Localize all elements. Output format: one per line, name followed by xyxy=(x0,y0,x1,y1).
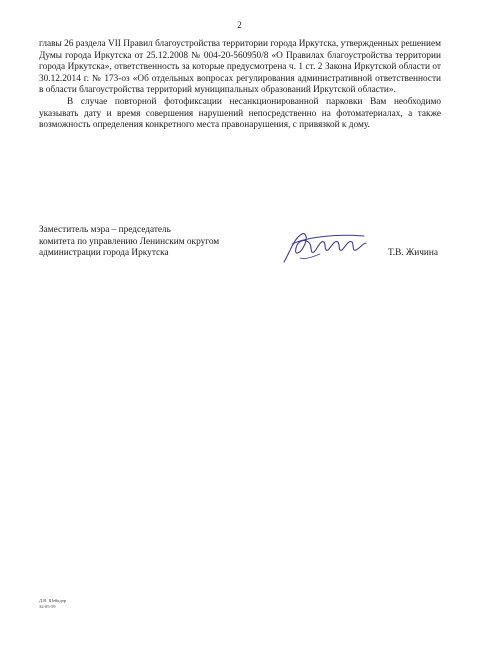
executor-footer xyxy=(39,598,66,609)
executor-name: Д.В. Шейкдер xyxy=(39,598,67,603)
page-number: 2 xyxy=(237,20,242,30)
signatory-name: Т.В. Жичина xyxy=(388,248,438,258)
signatory-title-line-2: комитета по управлению Ленинским округом xyxy=(39,236,220,247)
paragraph-2: В случае повторной фотофиксации несанкционированной парковки Вам необходимо указывать дату и время совершения нарушений непосредственно на фотоматериалах, а также возможность определения конкретного места правонарушения, с привязкой к дому. xyxy=(39,96,441,131)
paragraph-1: главы 26 раздела VII Правил благоустройства территории города Иркутска, утвержденных решением Думы города Иркутска от 25.12.2008 № 004-20-560950/8 «О Правилах благоустройства территории города Иркутска», ответственность за которые предусмотрена ч. 1 ст. 2 Закона Иркутской области от 30.12.2014 г. № 173-оз «Об отдельных вопросах регулирования административной ответственности в области благоустройства территорий муниципальных образований Иркутской области». xyxy=(39,39,441,96)
handwritten-signature xyxy=(280,226,368,268)
executor-phone: 32-05-59 xyxy=(39,603,56,609)
signatory-title xyxy=(39,225,219,260)
letter-body xyxy=(39,39,441,132)
signatory-title-line-3: администрации города Иркутска xyxy=(39,248,169,259)
signatory-title-line-1: Заместитель мэра – председатель xyxy=(39,225,171,235)
